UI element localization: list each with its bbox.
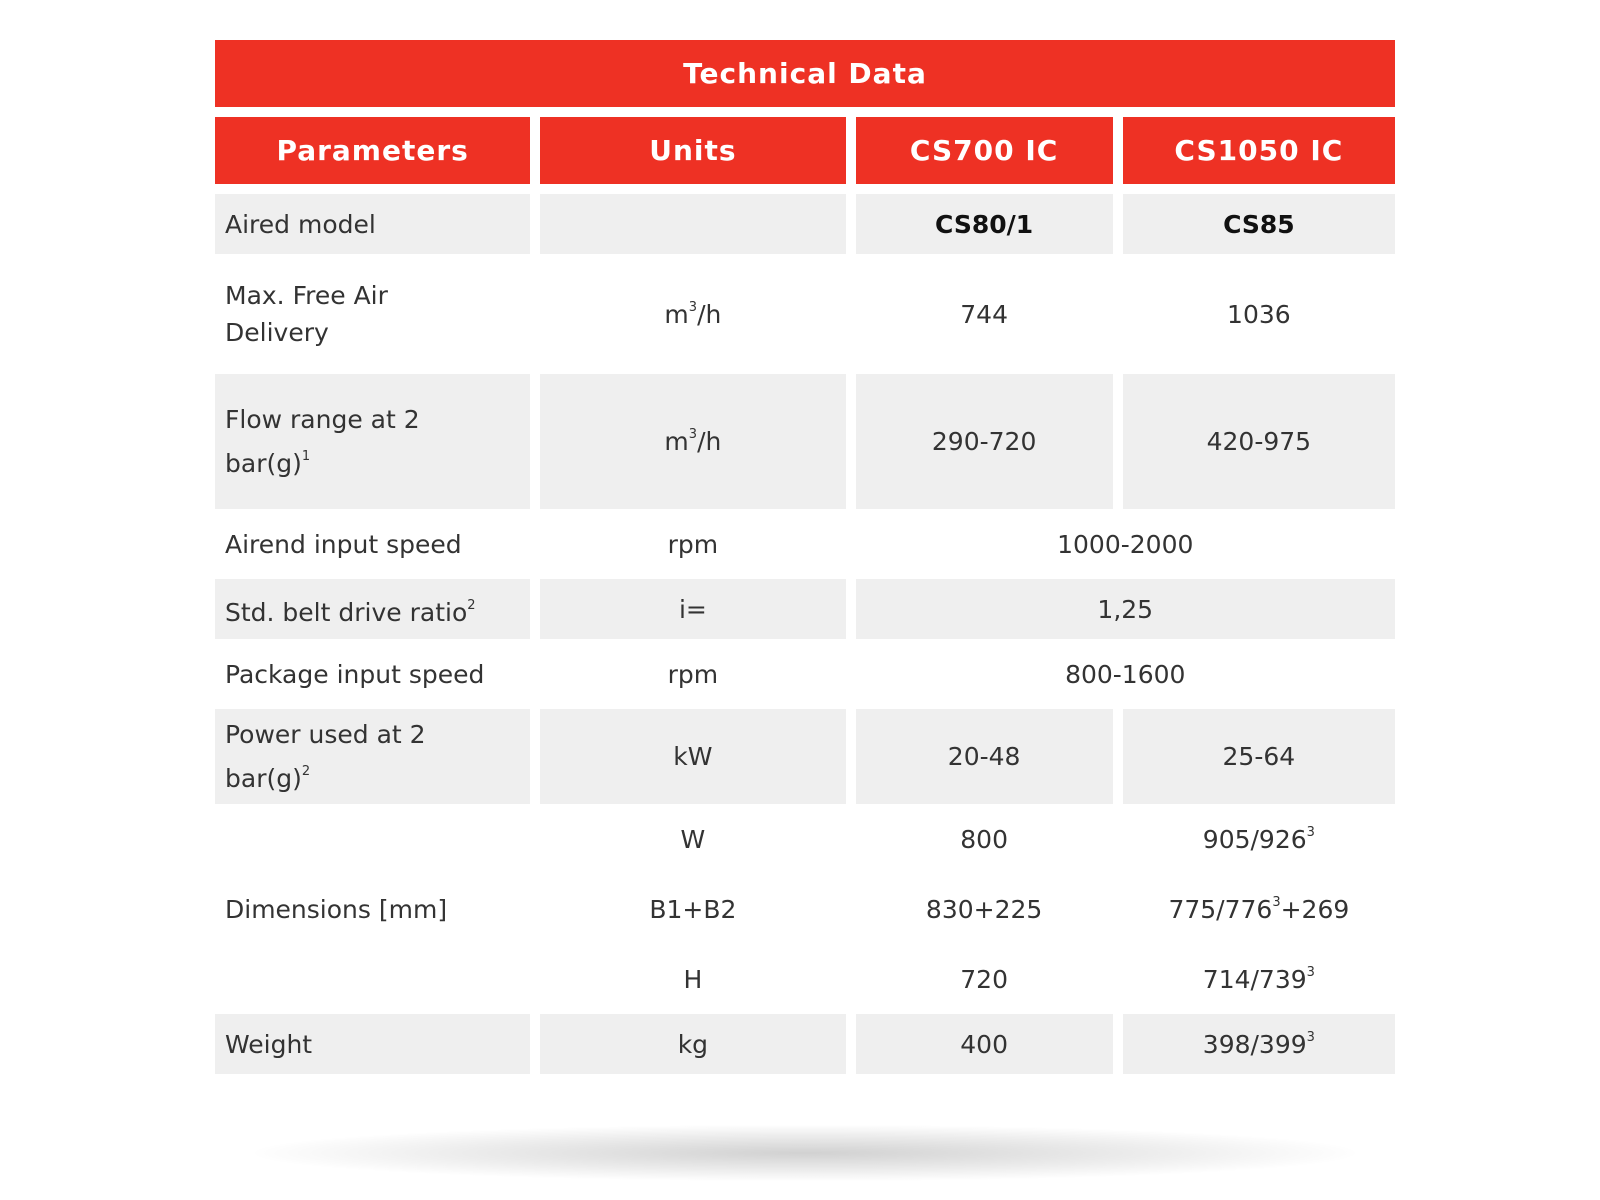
param-cell: Package input speed: [225, 659, 485, 689]
table-row: [215, 639, 1395, 709]
table-shadow: [255, 1125, 1355, 1181]
header-model-1: CS700 IC: [856, 117, 1113, 184]
param-text: Delivery: [225, 318, 329, 347]
value-cell: 20-48: [856, 709, 1113, 804]
technical-data-table: [215, 40, 1395, 1074]
table-row: [215, 509, 1395, 579]
value-cell: $905/926^3$: [1202, 824, 1315, 854]
param-cell: Weight: [215, 1014, 530, 1074]
value-cell: 1036: [1227, 299, 1291, 329]
param-cell: [215, 254, 530, 374]
value-cell: 1,25: [856, 579, 1395, 639]
value-cell: $398/399^3$: [1123, 1014, 1395, 1074]
unit-cell: kW: [540, 709, 845, 804]
param-cell: Aired model: [215, 194, 530, 254]
param-cell: Power used at 2 $bar(g)^2$: [215, 709, 530, 804]
header-parameters: Parameters: [215, 117, 530, 184]
unit-cell: H: [683, 964, 703, 994]
unit-cell: $m^3/h$: [664, 299, 722, 329]
value-cell: 830+225: [925, 894, 1043, 924]
unit-cell: i=: [540, 579, 845, 639]
param-text: Max. Free Air: [225, 281, 388, 310]
value-cell: 720: [960, 964, 1008, 994]
param-cell: Std. belt drive ratio$^2$: [215, 579, 530, 639]
table-row: [215, 194, 1395, 254]
unit-cell: W: [680, 824, 706, 854]
value-cell: $775/776^3+269$: [1168, 894, 1350, 924]
table-row: [215, 709, 1395, 804]
header-model-2: CS1050 IC: [1123, 117, 1395, 184]
unit-cell: rpm: [667, 659, 719, 689]
value-cell: 1000-2000: [1057, 529, 1194, 559]
table-row: [215, 804, 1395, 874]
value-cell: $714/739^3$: [1202, 964, 1315, 994]
value-cell: 420-975: [1123, 374, 1395, 509]
value-cell: 744: [960, 299, 1008, 329]
unit-cell: kg: [540, 1014, 845, 1074]
header-row: [215, 117, 1395, 184]
header-units: Units: [540, 117, 845, 184]
value-cell: 800: [960, 824, 1008, 854]
value-cell: 290-720: [856, 374, 1113, 509]
unit-cell: [540, 194, 845, 254]
value-cell: CS80/1: [856, 194, 1113, 254]
table-row: [215, 254, 1395, 374]
value-cell: 25-64: [1123, 709, 1395, 804]
unit-cell: rpm: [667, 529, 719, 559]
param-cell: Dimensions [mm]: [225, 894, 448, 924]
value-cell: 800-1600: [1065, 659, 1186, 689]
value-cell: CS85: [1123, 194, 1395, 254]
data-grid: [205, 117, 1405, 1074]
table-row: [215, 579, 1395, 639]
param-cell: Flow range at 2 $bar(g)^1$: [215, 374, 530, 509]
table-title: Technical Data: [215, 40, 1395, 107]
table-row: [215, 1014, 1395, 1074]
value-cell: 400: [856, 1014, 1113, 1074]
param-cell: Airend input speed: [225, 529, 462, 559]
table-row: [215, 374, 1395, 509]
unit-cell: B1+B2: [649, 894, 737, 924]
unit-cell: $m^3/h$: [540, 374, 845, 509]
